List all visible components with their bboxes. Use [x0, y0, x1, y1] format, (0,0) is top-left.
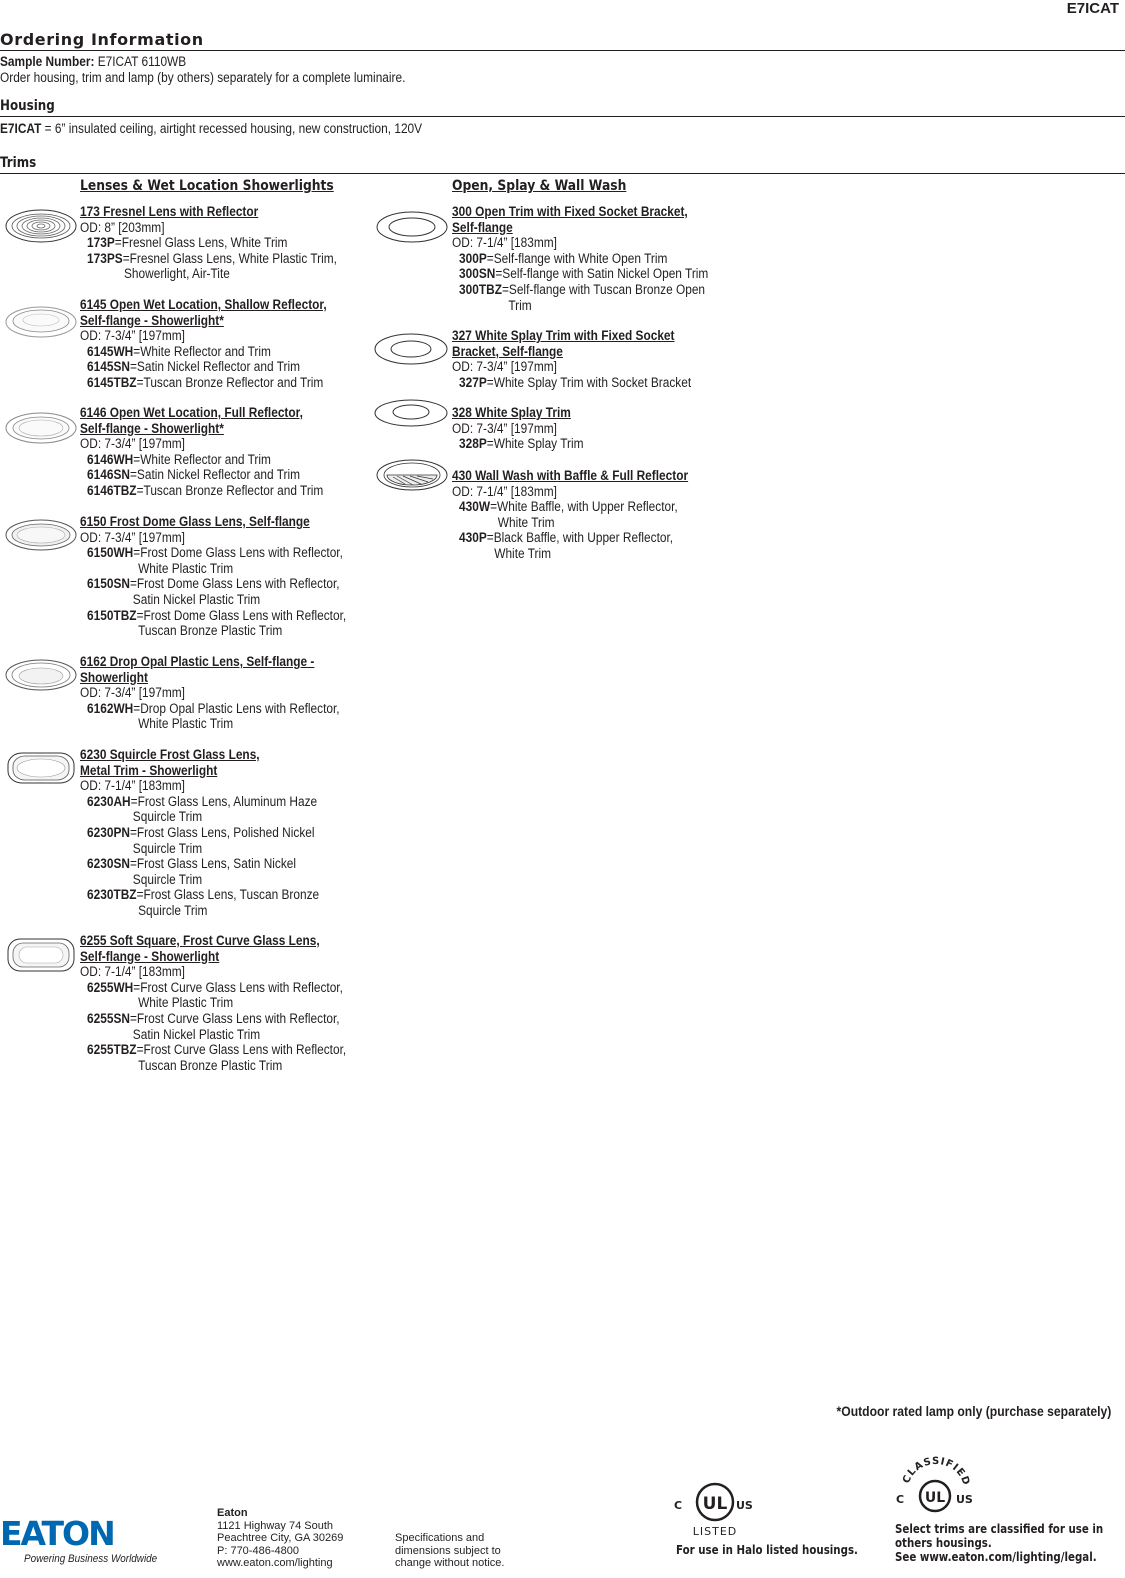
option-desc-cont: Tuscan Bronze Plastic Trim	[138, 623, 283, 639]
option-desc-cont: Trim	[508, 297, 532, 313]
option-desc: =Self-flange with White Open Trim	[486, 250, 668, 266]
spec-line-1: Specifications and	[395, 1532, 485, 1544]
option-code: 6150SN	[87, 576, 130, 592]
option-desc: =Frost Dome Glass Lens with Reflector,	[129, 576, 340, 592]
document-code: E7ICAT	[1066, 0, 1119, 17]
trim-option	[80, 375, 327, 391]
trim-option	[452, 282, 708, 313]
white-splay-trim-icon	[373, 398, 449, 428]
spec-line-2: dimensions subject to	[395, 1544, 501, 1557]
frost-dome-lens-trim-icon	[4, 517, 78, 553]
page-title: Ordering Information	[0, 30, 204, 49]
address-line-1: 1121 Highway 74 South	[217, 1519, 333, 1532]
trim-od: OD: 7-1/4” [183mm]	[80, 778, 185, 794]
option-code: 6230TBZ	[87, 887, 137, 903]
option-code: 6146WH	[87, 451, 134, 467]
listed-note: For use in Halo listed housings.	[676, 1542, 858, 1557]
option-code: 6162WH	[87, 700, 134, 716]
trim-option	[80, 608, 346, 639]
eaton-tagline: Powering Business Worldwide	[24, 1553, 158, 1565]
soft-square-lens-trim-icon	[6, 936, 76, 974]
trim-od: OD: 7-3/4” [197mm]	[452, 420, 557, 436]
company-address-block	[217, 1507, 343, 1570]
option-code: 6230PN	[87, 824, 130, 840]
sample-number	[0, 54, 186, 70]
trim-item-6146	[80, 405, 323, 499]
trim-item-6162	[80, 654, 340, 732]
trim-title: 6145 Open Wet Location, Shallow Reflector, Self-flange - Showerlight*	[80, 297, 327, 328]
option-desc-cont: White Plastic Trim	[138, 716, 234, 732]
squircle-lens-trim-icon	[6, 750, 76, 786]
trim-option	[80, 344, 327, 360]
full-reflector-trim-icon	[4, 410, 78, 446]
option-desc: =Tuscan Bronze Reflector and Trim	[136, 374, 324, 390]
outdoor-lamp-footnote: *Outdoor rated lamp only (purchase separately)	[836, 1404, 1111, 1419]
trim-item-6230	[80, 747, 319, 919]
option-desc-cont: White Plastic Trim	[138, 560, 234, 576]
trim-option	[80, 1042, 346, 1073]
trim-item-6255	[80, 933, 346, 1073]
option-code: 6150WH	[87, 545, 134, 561]
trim-title: 6162 Drop Opal Plastic Lens, Self-flange - Showerlight	[80, 654, 315, 685]
trim-option	[80, 452, 323, 468]
trim-title: 6150 Frost Dome Glass Lens, Self-flange	[80, 514, 310, 529]
classified-note-line-3: See www.eaton.com/lighting/legal.	[895, 1549, 1097, 1564]
option-code: 6255SN	[87, 1010, 130, 1026]
drop-opal-lens-trim-icon	[4, 657, 78, 693]
option-desc: =Satin Nickel Reflector and Trim	[129, 467, 300, 483]
housing-line	[0, 121, 422, 137]
option-desc: =Frost Dome Glass Lens with Reflector,	[133, 545, 343, 561]
trim-od: OD: 7-3/4” [197mm]	[80, 685, 185, 701]
option-desc: =Frost Glass Lens, Tuscan Bronze	[136, 887, 320, 903]
option-code: 6145SN	[87, 359, 130, 375]
option-code: 328P	[459, 436, 487, 452]
trim-option	[80, 980, 346, 1011]
trim-title: 430 Wall Wash with Baffle & Full Reflector	[452, 468, 689, 483]
spec-line-3: change without notice.	[395, 1557, 505, 1569]
option-code: 300SN	[459, 266, 496, 282]
address-line-2: Peachtree City, GA 30269	[217, 1532, 344, 1544]
trim-item-6145	[80, 297, 327, 391]
option-desc: =Self-flange with Tuscan Bronze Open	[501, 281, 706, 297]
ul-mark-text: UL	[924, 1490, 946, 1506]
housing-desc: = 6” insulated ceiling, airtight recessed housing, new construction, 120V	[41, 121, 423, 136]
classified-note-line-2: others housings.	[895, 1535, 992, 1550]
option-desc: =Frost Curve Glass Lens with Reflector,	[136, 1042, 347, 1058]
trim-title: 327 White Splay Trim with Fixed Socket Bracket, Self-flange	[452, 328, 675, 359]
option-code: 327P	[459, 374, 487, 390]
option-code: 430W	[459, 499, 491, 515]
trim-option	[80, 483, 323, 499]
white-splay-trim-bracket-icon	[373, 332, 449, 366]
trim-option	[80, 235, 337, 251]
ul-listed-mark-icon	[670, 1465, 760, 1540]
ul-classified-mark-icon	[890, 1452, 990, 1516]
company-name: Eaton	[217, 1507, 248, 1519]
trims-heading: Trims	[0, 155, 37, 171]
trim-option	[452, 499, 688, 530]
classified-arc-text: CLASSIFIED	[901, 1455, 972, 1488]
sample-value: E7ICAT 6110WB	[94, 54, 187, 69]
classified-note-line-1: Select trims are classified for use in	[895, 1521, 1104, 1536]
trim-option	[80, 794, 319, 825]
trim-od: OD: 7-3/4” [197mm]	[80, 436, 185, 452]
option-desc: =Frost Curve Glass Lens with Reflector,	[129, 1010, 340, 1026]
option-desc: =Fresnel Glass Lens, White Trim	[114, 235, 288, 251]
option-desc: =Drop Opal Plastic Lens with Reflector,	[133, 700, 340, 716]
trim-item-327	[452, 328, 691, 390]
trim-option	[452, 266, 708, 282]
option-desc: =Frost Glass Lens, Polished Nickel	[129, 824, 315, 840]
option-desc-cont: White Trim	[494, 545, 552, 561]
option-desc-cont: Squircle Trim	[132, 840, 203, 856]
option-desc: =White Reflector and Trim	[133, 451, 271, 467]
ul-us-text: US	[956, 1493, 973, 1506]
trim-option	[452, 530, 688, 561]
option-desc: =White Reflector and Trim	[133, 343, 271, 359]
option-desc-cont: Squircle Trim	[132, 871, 203, 887]
option-desc: =Frost Curve Glass Lens with Reflector,	[133, 979, 343, 995]
option-desc-cont: Satin Nickel Plastic Trim	[132, 1026, 261, 1042]
option-desc: =Frost Glass Lens, Aluminum Haze	[130, 793, 318, 809]
ul-us-text: US	[736, 1499, 753, 1512]
trim-option	[80, 825, 319, 856]
option-desc: =Satin Nickel Reflector and Trim	[129, 359, 300, 375]
trim-od: OD: 7-1/4” [183mm]	[452, 483, 557, 499]
trim-option	[80, 467, 323, 483]
option-code: 6255TBZ	[87, 1042, 137, 1058]
trim-title: 173 Fresnel Lens with Reflector	[80, 204, 259, 219]
option-desc: =White Baffle, with Upper Reflector,	[490, 499, 678, 515]
trim-option	[80, 856, 319, 887]
option-code: 6230SN	[87, 856, 130, 872]
trim-item-300	[452, 204, 708, 313]
trim-item-430	[452, 468, 688, 562]
trim-option	[80, 576, 346, 607]
option-desc: =Self-flange with Satin Nickel Open Trim	[495, 266, 709, 282]
option-code: 430P	[459, 530, 487, 546]
option-desc: =White Splay Trim with Socket Bracket	[486, 374, 692, 390]
website-link[interactable]: www.eaton.com/lighting	[217, 1557, 333, 1569]
option-desc: =White Splay Trim	[486, 436, 584, 452]
trim-item-173	[80, 204, 337, 282]
option-code: 300P	[459, 250, 487, 266]
left-column-heading: Lenses & Wet Location Showerlights	[80, 178, 334, 194]
spec-disclaimer	[395, 1532, 504, 1570]
trim-option	[452, 251, 708, 267]
option-desc-cont: Squircle Trim	[132, 809, 203, 825]
option-code: 6145TBZ	[87, 374, 137, 390]
option-desc-cont: White Plastic Trim	[138, 995, 234, 1011]
trim-od: OD: 7-1/4” [183mm]	[452, 235, 557, 251]
option-desc-cont: Squircle Trim	[138, 902, 208, 918]
trim-item-328	[452, 405, 584, 452]
option-desc-cont: Tuscan Bronze Plastic Trim	[138, 1057, 283, 1073]
ul-mark-text: UL	[702, 1494, 728, 1514]
option-code: 6255WH	[87, 979, 134, 995]
right-column-heading: Open, Splay & Wall Wash	[452, 178, 627, 194]
fresnel-lens-trim-icon	[4, 208, 78, 244]
option-desc: =Black Baffle, with Upper Reflector,	[486, 530, 674, 546]
housing-heading: Housing	[0, 98, 55, 114]
trim-option	[80, 701, 340, 732]
option-desc-cont: White Trim	[497, 514, 555, 530]
phone-number: P: 770-486-4800	[217, 1544, 299, 1557]
trim-od: OD: 8” [203mm]	[80, 219, 165, 235]
trim-title: 6146 Open Wet Location, Full Reflector, Self-flange - Showerlight*	[80, 405, 303, 436]
housing-code: E7ICAT	[0, 121, 42, 136]
trim-option	[80, 887, 319, 918]
shallow-reflector-trim-icon	[4, 304, 78, 340]
classified-note	[895, 1522, 1103, 1564]
option-code: 6146TBZ	[87, 482, 137, 498]
title-rule	[0, 50, 1125, 51]
trim-option	[80, 1011, 346, 1042]
sample-label: Sample Number:	[0, 54, 95, 69]
wall-wash-baffle-icon	[375, 458, 449, 492]
option-code: 6150TBZ	[87, 607, 137, 623]
trims-rule	[0, 173, 1125, 174]
option-code: 173P	[87, 235, 115, 251]
option-code: 6145WH	[87, 343, 134, 359]
trim-od: OD: 7-3/4” [197mm]	[80, 328, 185, 344]
trim-option	[80, 359, 327, 375]
trim-option	[452, 436, 584, 452]
trim-od: OD: 7-3/4” [197mm]	[452, 359, 557, 375]
trim-title: 6230 Squircle Frost Glass Lens, Metal Trim - Showerlight	[80, 747, 260, 778]
option-code: 173PS	[87, 250, 123, 266]
order-note: Order housing, trim and lamp (by others) separately for a complete luminaire.	[0, 70, 406, 85]
eaton-logo-text: EATON	[0, 1515, 114, 1549]
option-desc: =Frost Glass Lens, Satin Nickel	[129, 856, 297, 872]
trim-option	[80, 251, 337, 282]
trim-item-6150	[80, 514, 346, 639]
eaton-logo	[0, 1515, 115, 1549]
option-desc-cont: Showerlight, Air-Tite	[124, 266, 230, 282]
trim-option	[452, 375, 691, 391]
trim-title: 328 White Splay Trim	[452, 405, 571, 420]
trim-option	[80, 545, 346, 576]
option-desc: =Fresnel Glass Lens, White Plastic Trim,	[122, 250, 337, 266]
trim-od: OD: 7-1/4” [183mm]	[80, 964, 185, 980]
ul-c-text: C	[674, 1499, 683, 1512]
option-desc: =Frost Dome Glass Lens with Reflector,	[136, 607, 347, 623]
trim-title: 300 Open Trim with Fixed Socket Bracket, Self-flange	[452, 204, 688, 235]
option-code: 6230AH	[87, 793, 131, 809]
option-desc: =Tuscan Bronze Reflector and Trim	[136, 482, 324, 498]
ul-listed-text: LISTED	[692, 1525, 738, 1538]
option-desc-cont: Satin Nickel Plastic Trim	[132, 591, 261, 607]
ul-c-text: C	[896, 1493, 905, 1506]
option-code: 300TBZ	[459, 281, 502, 297]
housing-rule	[0, 116, 1125, 117]
open-trim-icon	[375, 210, 449, 244]
trim-title: 6255 Soft Square, Frost Curve Glass Lens, Self-flange - Showerlight	[80, 933, 320, 964]
option-code: 6146SN	[87, 467, 130, 483]
trim-od: OD: 7-3/4” [197mm]	[80, 529, 185, 545]
